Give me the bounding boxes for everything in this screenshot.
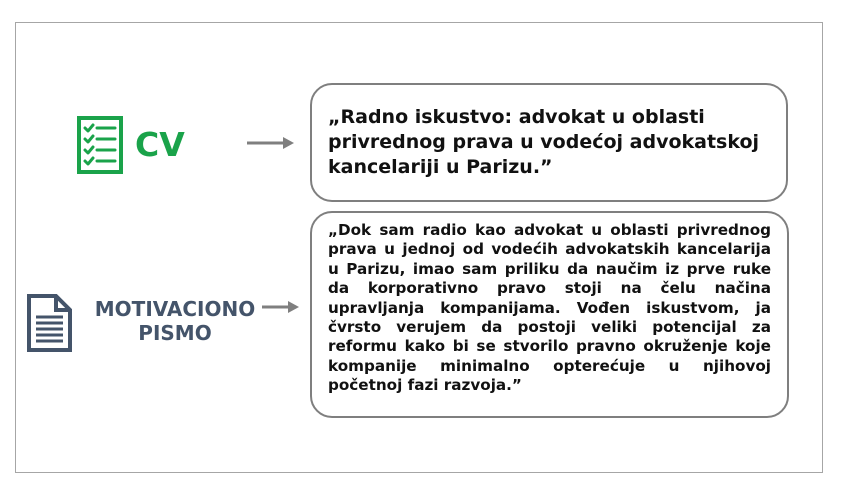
arrow-right-icon xyxy=(262,300,300,314)
motivation-label xyxy=(70,297,280,345)
document-icon xyxy=(26,293,73,353)
cv-quote: „Radno iskustvo: advokat u oblasti privrednog prava u vodećoj advokatskoj kancelariji u Parizu.” xyxy=(328,106,760,178)
cv-quote-box xyxy=(310,83,788,202)
motivation-quote-box xyxy=(310,211,789,418)
motivation-label-line1: MOTIVACIONO xyxy=(94,297,256,321)
checklist-icon xyxy=(77,116,123,174)
cv-label: CV xyxy=(135,125,185,164)
arrow-right-icon xyxy=(247,136,295,150)
motivation-label-line2: PISMO xyxy=(138,321,212,345)
motivation-quote: „Dok sam radio kao advokat u oblasti privrednog prava u jednoj od vodećih advokatskih kancelarija u Parizu, imao sam priliku da naučim iz prve ruke da korporativno pravo stoji na čelu načina upravljanja kompanijama. Vođen iskustvom, ja čvrsto verujem da postoji veliki potencijal za reformu kako bi se stvorilo pravno okruženje koje kompanije minimalno opterećuje u njihovoj početnoj fazi razvoja.” xyxy=(328,221,771,395)
